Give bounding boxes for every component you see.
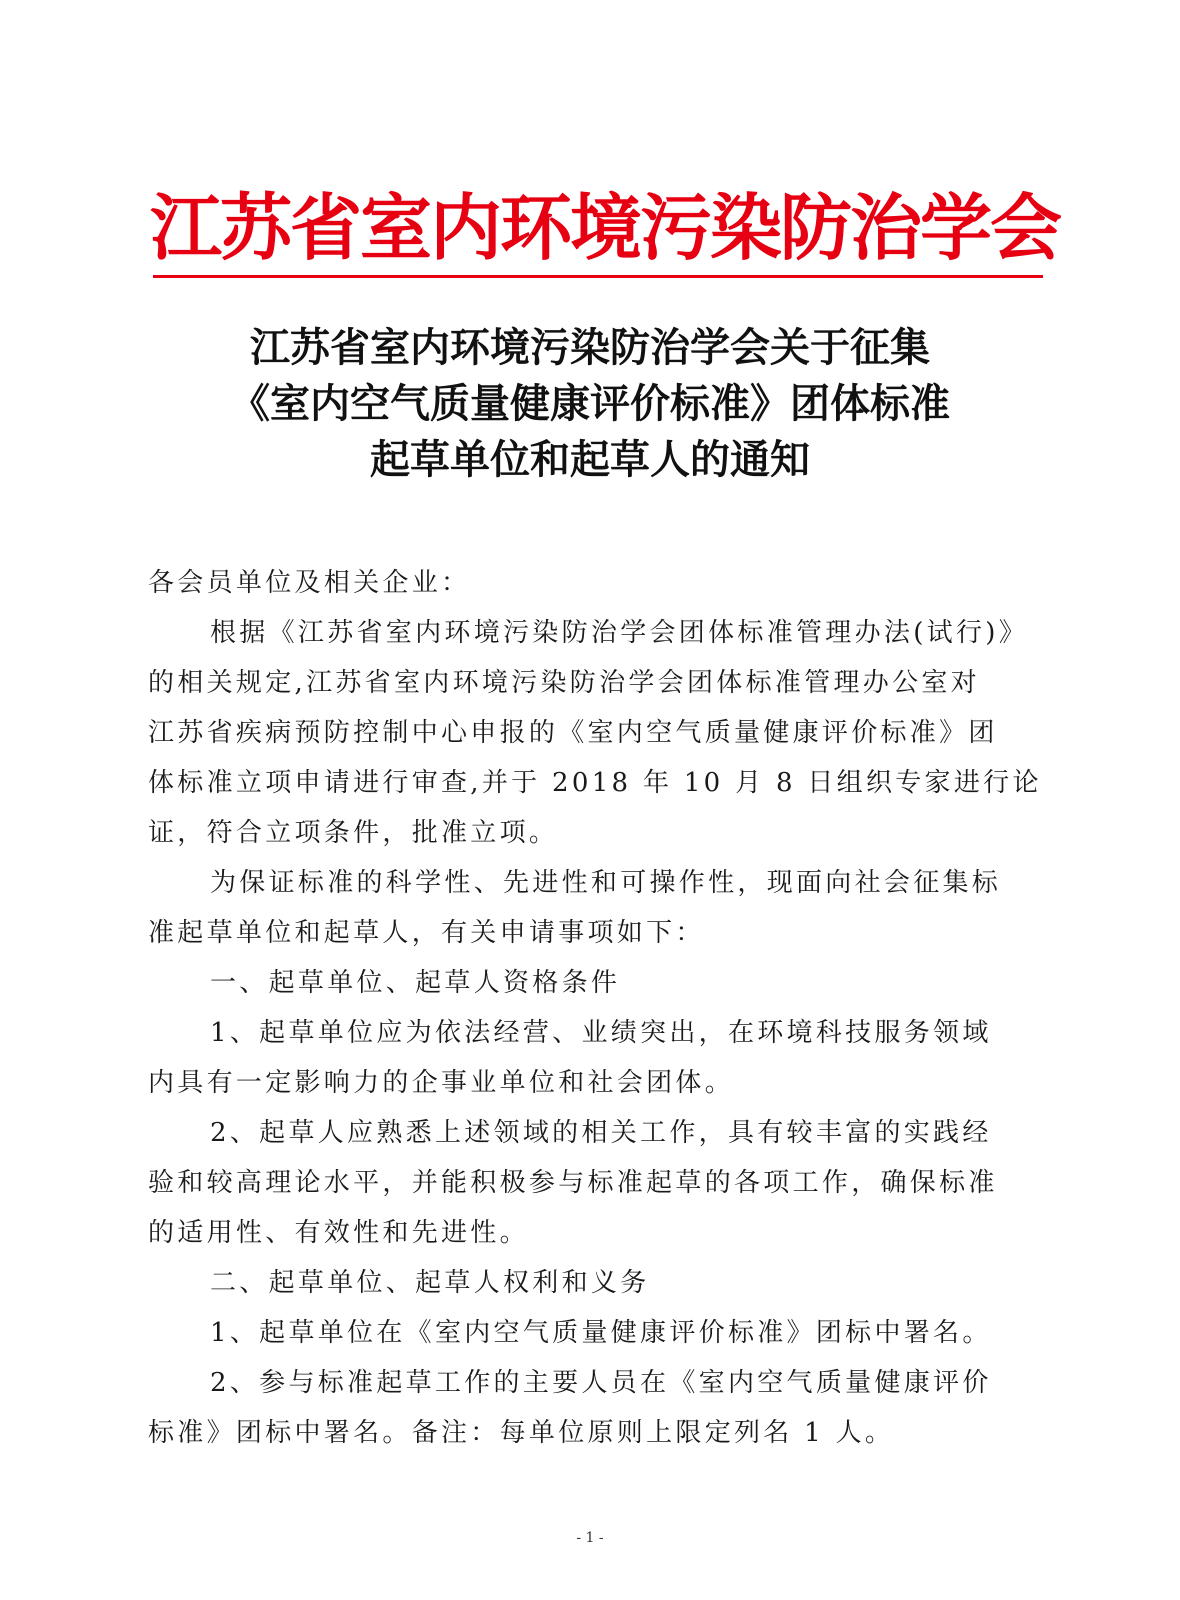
body-line: 根据《江苏省室内环境污染防治学会团体标准管理办法(试行)》 <box>210 618 1028 648</box>
title-line: 江苏省室内环境污染防治学会关于征集 <box>250 324 930 371</box>
body-line: 的相关规定,江苏省室内环境污染防治学会团体标准管理办公室对 <box>148 668 980 698</box>
body-line: 标准》团标中署名。备注：每单位原则上限定列名 1 人。 <box>148 1418 895 1448</box>
body-line: 江苏省疾病预防控制中心申报的《室内空气质量健康评价标准》团 <box>148 718 998 748</box>
body-line: 验和较高理论水平，并能积极参与标准起草的各项工作，确保标准 <box>148 1168 998 1198</box>
body-line: 1、起草单位应为依法经营、业绩突出，在环境科技服务领域 <box>210 1018 992 1048</box>
salutation: 各会员单位及相关企业： <box>148 568 471 598</box>
body-line: 证，符合立项条件，批准立项。 <box>148 818 559 848</box>
body-line: 2、起草人应熟悉上述领域的相关工作，具有较丰富的实践经 <box>210 1118 992 1148</box>
section-heading: 二、起草单位、起草人权利和义务 <box>210 1268 650 1298</box>
body-line: 1、起草单位在《室内空气质量健康评价标准》团标中署名。 <box>210 1318 992 1348</box>
body-line: 内具有一定影响力的企事业单位和社会团体。 <box>148 1068 735 1098</box>
section-heading: 一、起草单位、起草人资格条件 <box>210 968 621 998</box>
notice-body <box>148 558 1042 1458</box>
title-line: 《室内空气质量健康评价标准》团体标准 <box>230 380 950 427</box>
title-line: 起草单位和起草人的通知 <box>370 436 810 483</box>
body-line: 准起草单位和起草人，有关申请事项如下： <box>148 918 705 948</box>
body-line: 的适用性、有效性和先进性。 <box>148 1218 529 1248</box>
page-number: - 1 - <box>576 1530 604 1546</box>
body-line: 2、参与标准起草工作的主要人员在《室内空气质量健康评价 <box>210 1368 992 1398</box>
body-line: 体标准立项申请进行审查,并于 2018 年 10 月 8 日组织专家进行论 <box>148 768 1042 798</box>
letterhead-red-rule <box>153 275 1043 278</box>
notice-title <box>150 320 1030 488</box>
body-line: 为保证标准的科学性、先进性和可操作性，现面向社会征集标 <box>210 868 1002 898</box>
organization-letterhead: 江苏省室内环境污染防治学会 <box>150 185 1061 270</box>
